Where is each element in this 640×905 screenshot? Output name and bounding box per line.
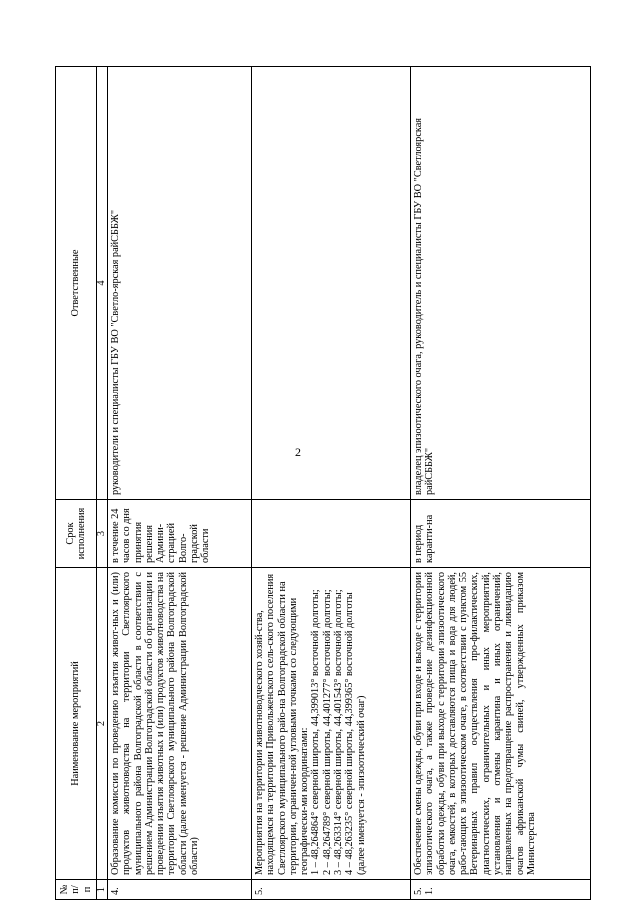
column-number-row (97, 67, 108, 900)
header-number: № п/п (56, 880, 97, 900)
measure-name: Образование комиссии по проведению изъятия живот-ных и (или) продуктов животноводства на территории Светлоярского муниципального района Волгоградской области в соответствии с решением Администрации Волгоградской области об организации и проведении изъятия животных и (или) продуктов животноводства на территории Светлоярского муниципального района Волгоградской области (далее именуется - решение Администрации Волгоградской области) (108, 568, 252, 880)
column-number: 2 (97, 568, 108, 880)
coordinate-line: 1 – 48,264864° северной широты, 44,399013° восточной долготы; (310, 589, 322, 875)
measure-term (252, 500, 411, 568)
coordinate-line: 4 – 48,263235° северной широты, 44,399365° восточной долготы (далее именуется - эпизоотический очаг) (344, 592, 367, 875)
row-number: 5.1. (411, 880, 591, 900)
measure-responsible: руководители и специалисты ГБУ ВО "Светло-ярская райСББЖ" (108, 67, 252, 500)
measure-responsible (252, 67, 411, 500)
measure-term: в течение 24 часов со дня принятия решения Админи-страцией Волго-градской области (108, 500, 252, 568)
measure-name-line: Мероприятия на территории животноводческого хозяй-ства, находящемся на территории Привольженского сель-ского поселения Светлоярского муниципального райо-на Волгоградской области на территории, ограничен-ной угловыми точками со следующими географически-ми координатами: (254, 573, 311, 875)
header-term: Срок исполнения (56, 500, 97, 568)
row-number: 4. (108, 880, 252, 900)
coordinate-line: 2 – 48,264789° северной широты, 44,401277° восточной долготы; (321, 589, 333, 875)
row-number: 5. (252, 880, 411, 900)
page-number: 2 (295, 445, 301, 459)
column-number: 3 (97, 500, 108, 568)
table-row (411, 67, 591, 900)
column-number: 1 (97, 880, 108, 900)
measure-name (252, 568, 411, 880)
measures-table (55, 66, 591, 900)
header-measure-name: Наименование мероприятий (56, 568, 97, 880)
table-row (252, 67, 411, 900)
measure-term: в период каранти-на (411, 500, 591, 568)
measure-name: Обеспечение смены одежды, обуви при входе и выходе с территории эпизоотического очага, а также проведе-ние дезинфекционной обработки одежды, обуви при выходе с территории эпизоотического очага, емкостей, в которых доставляются пища и вода для людей, рабо-тающих в эпизоотическом очаге, в соответствии с пунктом 55 Ветеринарных правил осуществления про-филактических, диагностических, ограничительных и иных мероприятий, установления и отмены карантина и иных ограничений, направленных на предотвращение распространения и ликвидацию очагов африканской чумы свиней, утвержденных приказом Министерства (411, 568, 591, 880)
table-header-row (56, 67, 97, 900)
table-row (108, 67, 252, 900)
measure-responsible: владелец эпизоотического очага, руководитель и специалисты ГБУ ВО "Светлоярская райСББЖ" (411, 67, 591, 500)
header-responsible: Ответственные (56, 67, 97, 500)
coordinate-line: 3 – 48,263314° северной широты, 44,401543° восточной долготы; (333, 589, 345, 875)
column-number: 4 (97, 67, 108, 500)
